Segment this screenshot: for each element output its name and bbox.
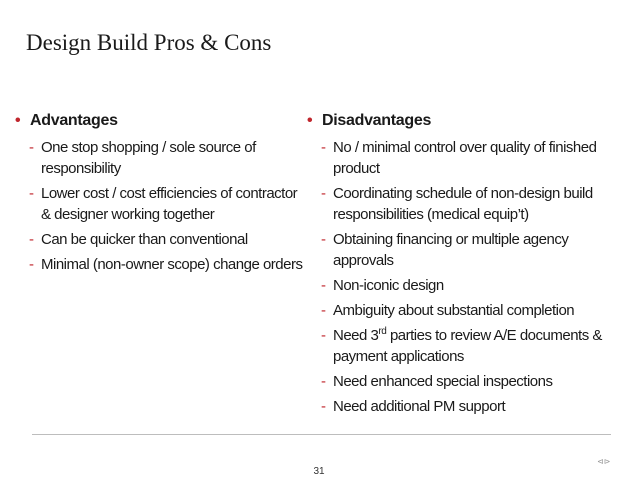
advantages-heading <box>14 110 304 131</box>
dash-bullet-icon: - <box>321 373 326 390</box>
footer-divider <box>32 434 611 435</box>
slide-nav-icon: ⊲⊳ <box>597 457 611 466</box>
disadvantages-heading-text: Disadvantages <box>322 112 432 129</box>
list-item-superscript: rd <box>378 326 387 337</box>
list-item-text: No / minimal control over quality of finished product <box>333 139 597 177</box>
list-item-text: Need enhanced special inspections <box>333 373 553 390</box>
disadvantages-list <box>306 137 626 417</box>
list-item <box>306 300 626 321</box>
dash-bullet-icon: - <box>321 398 326 415</box>
list-item-text: Lower cost / cost efficiencies of contractor & designer working together <box>41 185 298 223</box>
list-item <box>306 275 626 296</box>
advantages-list <box>14 137 304 275</box>
page-number: 31 <box>313 466 325 477</box>
dash-bullet-icon: - <box>29 256 34 273</box>
bullet-dot-icon: • <box>15 112 21 129</box>
list-item-text: Need 3 <box>333 327 379 344</box>
list-item-text: Need additional PM support <box>333 398 506 415</box>
list-item <box>306 183 626 225</box>
disadvantages-column <box>306 110 626 421</box>
list-item-text: Can be quicker than conventional <box>41 231 248 248</box>
list-item <box>306 137 626 179</box>
list-item-text: One stop shopping / sole source of responsibility <box>41 139 256 177</box>
list-item-text: Coordinating schedule of non-design build responsibilities (medical equip’t) <box>333 185 593 223</box>
dash-bullet-icon: - <box>321 139 326 156</box>
list-item <box>14 229 304 250</box>
advantages-heading-text: Advantages <box>30 112 118 129</box>
list-item <box>306 371 626 392</box>
dash-bullet-icon: - <box>29 185 34 202</box>
dash-bullet-icon: - <box>321 231 326 248</box>
list-item-text: Minimal (non-owner scope) change orders <box>41 256 303 273</box>
list-item <box>306 229 626 271</box>
disadvantages-heading <box>306 110 626 131</box>
dash-bullet-icon: - <box>321 185 326 202</box>
dash-bullet-icon: - <box>29 139 34 156</box>
list-item <box>14 183 304 225</box>
list-item-text: Ambiguity about substantial completion <box>333 302 575 319</box>
dash-bullet-icon: - <box>321 277 326 294</box>
list-item-text: Non-iconic design <box>333 277 444 294</box>
list-item <box>14 137 304 179</box>
slide-title: Design Build Pros & Cons <box>26 30 272 55</box>
list-item <box>14 254 304 275</box>
list-item-text: Obtaining financing or multiple agency approvals <box>333 231 569 269</box>
list-item <box>306 396 626 417</box>
list-item <box>306 325 626 367</box>
dash-bullet-icon: - <box>321 327 326 344</box>
bullet-dot-icon: • <box>307 112 313 129</box>
advantages-column <box>14 110 304 279</box>
dash-bullet-icon: - <box>321 302 326 319</box>
dash-bullet-icon: - <box>29 231 34 248</box>
list-item-text: parties to review A/E documents & payment applications <box>333 327 602 365</box>
